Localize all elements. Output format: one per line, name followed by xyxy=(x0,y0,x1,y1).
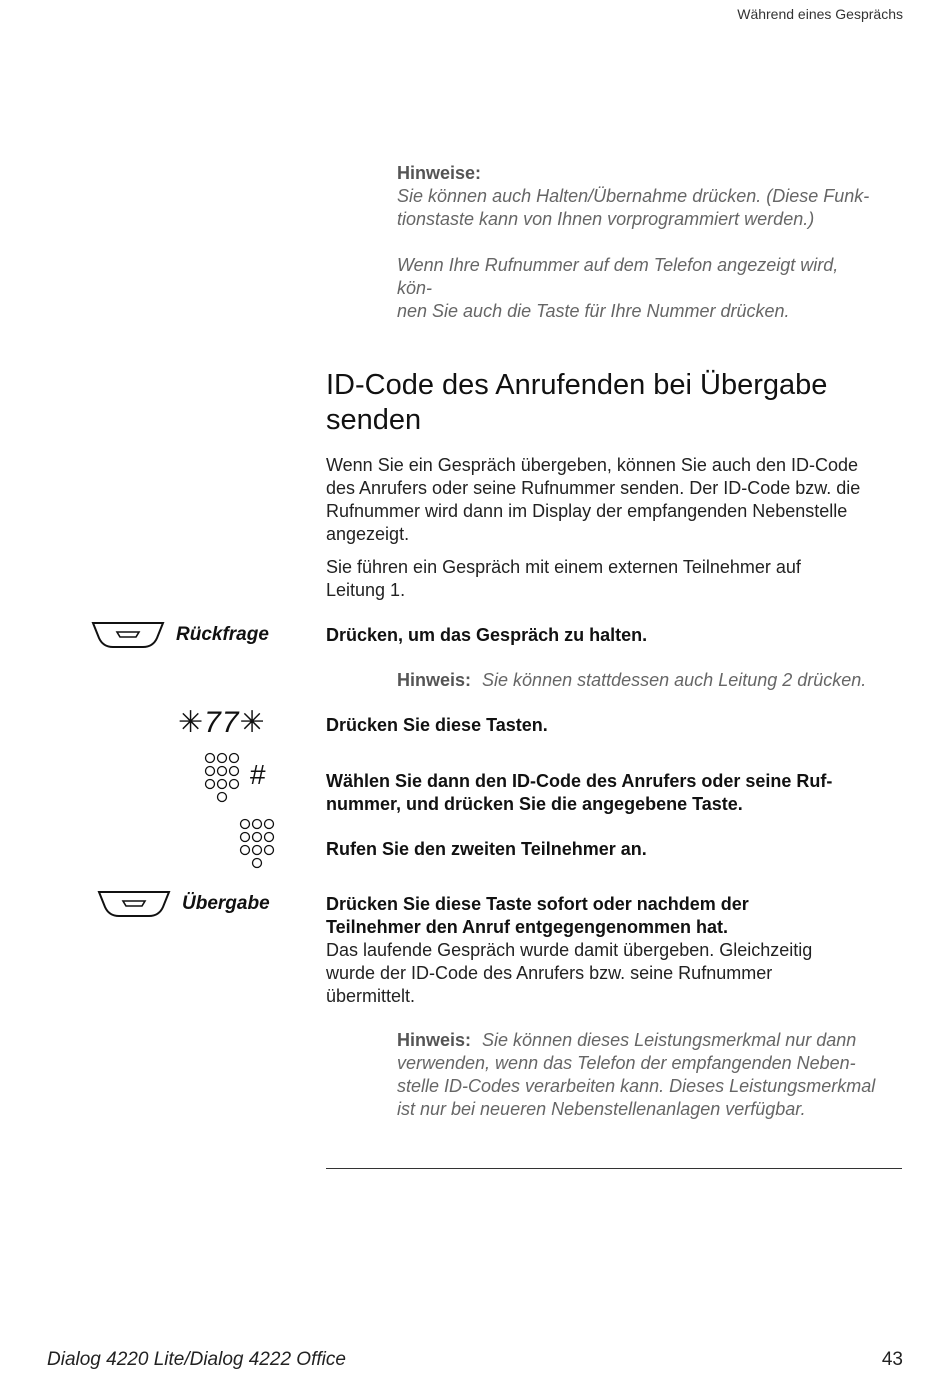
key-sequence-star77star: ✳77✳ xyxy=(178,706,266,739)
step5-line2: Teilnehmer den Anruf entgegengenommen hat. xyxy=(326,917,729,937)
rueckfrage-key-icon xyxy=(91,620,165,655)
context-line1: Sie führen ein Gespräch mit einem externen Teilnehmer auf xyxy=(326,557,801,577)
notes-para1-line2: tionstaste kann von Ihnen vorprogrammiert werden.) xyxy=(397,209,815,229)
keypad-icon xyxy=(203,752,243,811)
step2-text: Drücken Sie diese Tasten. xyxy=(326,715,548,735)
notes-para2-line2: kön- xyxy=(397,278,433,298)
step5-detail-line2: wurde der ID-Code des Anrufers bzw. seine Rufnummer xyxy=(326,963,773,983)
note1 xyxy=(397,669,907,692)
intro-paragraph xyxy=(326,454,906,546)
step3-line2: nummer, und drücken Sie die angegebene Taste. xyxy=(326,794,743,814)
step5-detail-line1: Das laufende Gespräch wurde damit übergeben. Gleichzeitig xyxy=(326,940,813,960)
note2-title: Hinweis: xyxy=(397,1030,472,1050)
note2-line3: stelle ID-Codes verarbeiten kann. Dieses Leistungsmerkmal xyxy=(397,1076,876,1096)
step5-line1: Drücken Sie diese Taste sofort oder nachdem der xyxy=(326,894,749,914)
section-title-line2: senden xyxy=(326,404,422,436)
uebergabe-key-icon xyxy=(97,889,171,924)
notes-para2-line3: nen Sie auch die Taste für Ihre Nummer drücken. xyxy=(397,301,790,321)
note1-title: Hinweis: xyxy=(397,670,472,690)
context-line2: Leitung 1. xyxy=(326,580,406,600)
intro-line4: angezeigt. xyxy=(326,524,410,544)
footer-product: Dialog 4220 Lite/Dialog 4222 Office xyxy=(47,1349,346,1370)
intro-line3: Rufnummer wird dann im Display der empfangenden Nebenstelle xyxy=(326,501,848,521)
intro-line2: des Anrufers oder seine Rufnummer senden. Der ID-Code bzw. die xyxy=(326,478,861,498)
intro-line1: Wenn Sie ein Gespräch übergeben, können Sie auch den ID-Code xyxy=(326,455,859,475)
note2-line4: ist nur bei neueren Nebenstellenanlagen verfügbar. xyxy=(397,1099,806,1119)
uebergabe-label: Übergabe xyxy=(182,893,270,914)
step1-text: Drücken, um das Gespräch zu halten. xyxy=(326,625,648,645)
notes-title: Hinweise: xyxy=(397,163,482,183)
section-title-line1: ID-Code des Anrufenden bei Übergabe xyxy=(326,369,828,401)
keypad-icon-2 xyxy=(238,818,278,877)
notes-top xyxy=(397,162,907,323)
notes-para1-line1: Sie können auch Halten/Übernahme drücken. (Diese Funk- xyxy=(397,186,870,206)
notes-para2-line1: Wenn Ihre Rufnummer auf dem Telefon angezeigt wird, xyxy=(397,255,839,275)
step5-text xyxy=(326,893,906,939)
step5-detail-line3: übermittelt. xyxy=(326,986,416,1006)
note1-text: Sie können stattdessen auch Leitung 2 drücken. xyxy=(482,670,867,690)
note2-line1: Sie können dieses Leistungsmerkmal nur dann xyxy=(482,1030,857,1050)
section-title xyxy=(326,368,906,438)
step3-line1: Wählen Sie dann den ID-Code des Anrufers oder seine Ruf- xyxy=(326,771,833,791)
hash-key-icon: # xyxy=(250,759,266,790)
note2-line2: verwenden, wenn das Telefon der empfangenden Neben- xyxy=(397,1053,856,1073)
page-number: 43 xyxy=(881,1349,903,1370)
context-paragraph xyxy=(326,556,906,602)
step4-text: Rufen Sie den zweiten Teilnehmer an. xyxy=(326,839,647,859)
running-header: Während eines Gesprächs xyxy=(737,6,903,22)
section-divider xyxy=(326,1168,902,1169)
step3-text xyxy=(326,770,906,816)
note2 xyxy=(397,1029,907,1121)
rueckfrage-label: Rückfrage xyxy=(176,624,269,645)
step5-detail xyxy=(326,939,906,1008)
